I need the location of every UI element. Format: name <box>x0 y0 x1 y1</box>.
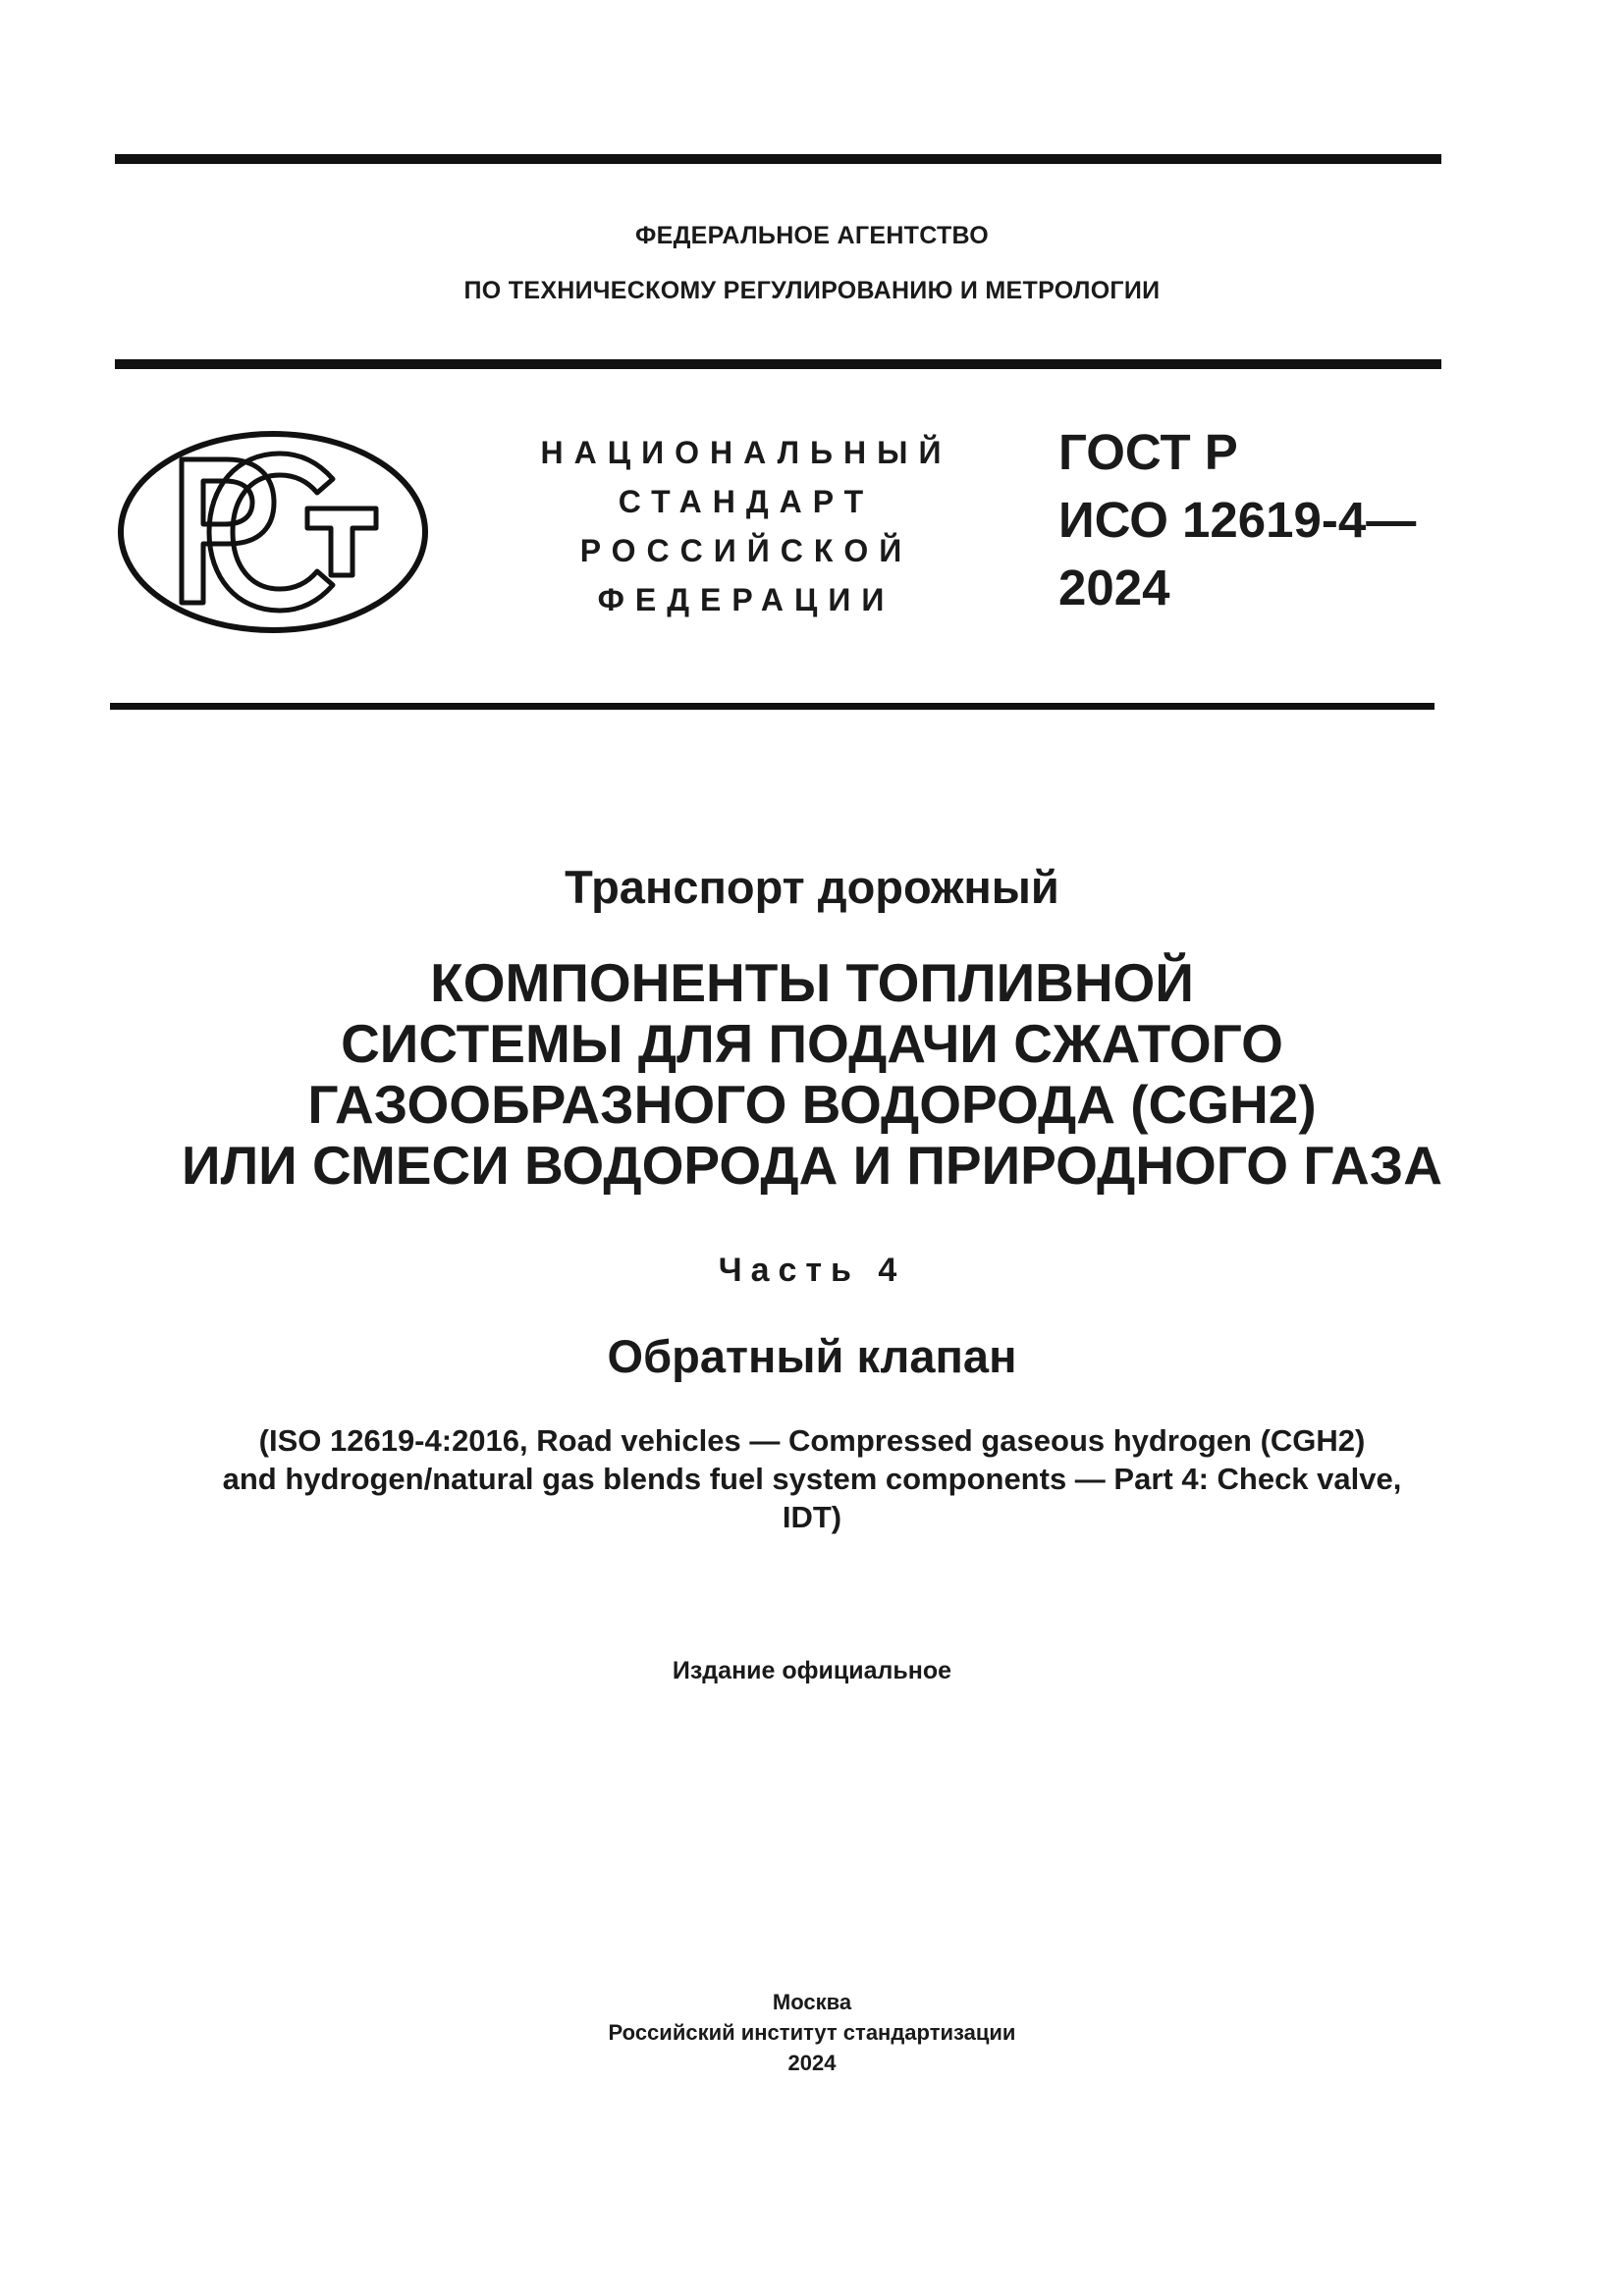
national-standard-line4: ФЕДЕРАЦИИ <box>597 582 895 617</box>
iso-reference-line: IDT) <box>782 1500 842 1534</box>
edition-label: Издание официальное <box>672 1657 952 1684</box>
imprint-year: 2024 <box>787 2051 837 2075</box>
document-subject: Транспорт дорожный <box>565 861 1059 913</box>
iso-reference-line: (ISO 12619-4:2016, Road vehicles — Compressed gaseous hydrogen (CGH2) <box>258 1423 1366 1458</box>
masthead-rule <box>110 703 1435 710</box>
document-title <box>0 952 1624 1196</box>
iso-reference <box>0 1421 1624 1536</box>
title-line: СИСТЕМЫ ДЛЯ ПОДАЧИ СЖАТОГО <box>341 1013 1283 1074</box>
national-standard-label <box>511 428 982 624</box>
part-title: Обратный клапан <box>607 1330 1017 1382</box>
designation-line2: ИСО 12619-4— <box>1058 492 1417 548</box>
national-standard-line2: СТАНДАРТ <box>618 484 875 519</box>
designation-line3: 2024 <box>1058 560 1170 615</box>
rst-mark-icon <box>115 428 431 636</box>
logo-letter-s <box>209 454 333 611</box>
title-line: КОМПОНЕНТЫ ТОПЛИВНОЙ <box>430 952 1194 1013</box>
title-line: ИЛИ СМЕСИ ВОДОРОДА И ПРИРОДНОГО ГАЗА <box>182 1135 1442 1196</box>
national-standard-line3: РОССИЙСКОЙ <box>579 533 913 568</box>
imprint-city: Москва <box>772 1990 852 2014</box>
imprint <box>0 1987 1624 2078</box>
header-rule <box>115 359 1441 369</box>
standard-designation <box>1058 418 1416 621</box>
part-number: Часть 4 <box>718 1252 906 1289</box>
top-rule <box>115 154 1441 164</box>
agency-name-line1: ФЕДЕРАЛЬНОЕ АГЕНТСТВО <box>634 222 990 249</box>
national-standard-line1: НАЦИОНАЛЬНЫЙ <box>540 435 952 470</box>
imprint-publisher: Российский институт стандартизации <box>608 2020 1016 2045</box>
iso-reference-line: and hydrogen/natural gas blends fuel system components — Part 4: Check valve, <box>222 1462 1402 1496</box>
designation-line1: ГОСТ Р <box>1058 424 1238 480</box>
logo-outer-ellipse <box>121 434 425 630</box>
agency-name-line2: ПО ТЕХНИЧЕСКОМУ РЕГУЛИРОВАНИЮ И МЕТРОЛОГИИ <box>463 277 1161 304</box>
title-line: ГАЗООБРАЗНОГО ВОДОРОДА (CGH2) <box>307 1074 1317 1135</box>
logo-letter-t <box>307 508 376 575</box>
